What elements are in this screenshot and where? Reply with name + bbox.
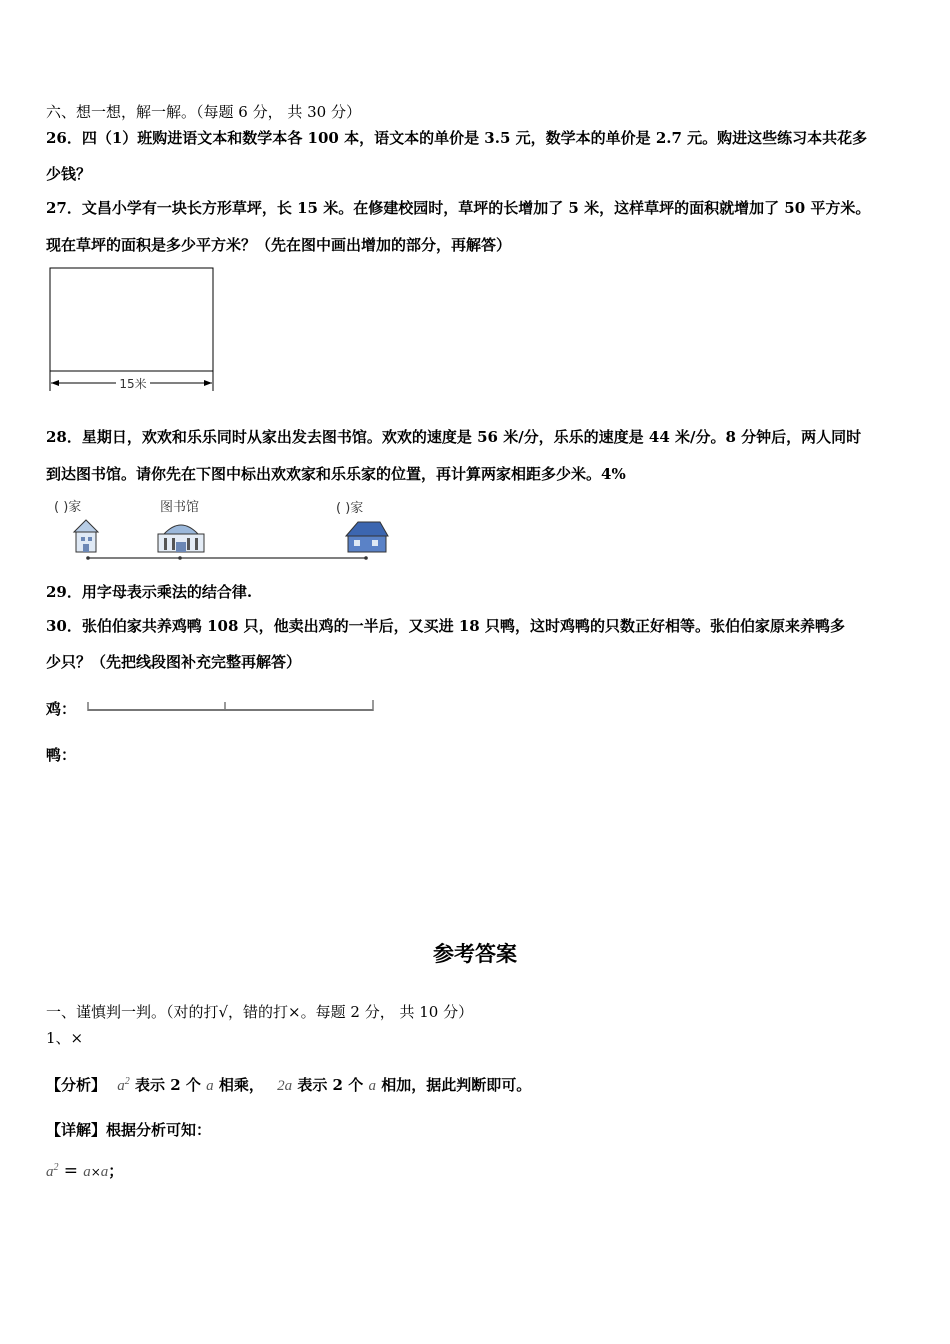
formula-end: ；	[108, 1162, 124, 1180]
formula-a2: a	[100, 1164, 109, 1180]
chicken-label: 鸡：	[46, 700, 77, 718]
analysis-text-1: 表示 2 个	[134, 1076, 201, 1094]
route-diagram	[46, 494, 426, 566]
analysis-text-4: 相加，据此判断即可。	[381, 1076, 532, 1094]
formula-lhs: $a^2$	[46, 1162, 59, 1180]
q26-line2: 少钱？	[46, 165, 92, 183]
left-home-label: ( )家	[54, 500, 82, 515]
q29-line1: 29．用字母表示乘法的结合律.	[46, 583, 253, 601]
library-label: 图书馆	[160, 500, 200, 515]
formula-line	[46, 1158, 123, 1182]
detail-line	[46, 1120, 211, 1140]
q26-line1: 26．四（1）班购进语文本和数学本各 100 本，语文本的单价是 3.5 元，数学本的单价是 2.7 元。购进这些练习本共花多	[46, 129, 868, 147]
answers-title: 参考答案	[433, 942, 517, 966]
formula-equals: =	[63, 1161, 78, 1181]
q28-line1: 28．星期日，欢欢和乐乐同时从家出发去图书馆。欢欢的速度是 56 米/分，乐乐的速度是 44 米/分。8 分钟后，两人同时	[46, 428, 862, 446]
lawn-rectangle-figure	[46, 265, 221, 395]
left-house-icon	[74, 520, 98, 552]
duck-label: 鸭：	[46, 746, 77, 764]
formula-a1: a	[83, 1164, 91, 1180]
chicken-segment-diagram	[84, 694, 379, 718]
var-a: a	[206, 1078, 214, 1094]
var-a-2: a	[368, 1078, 376, 1094]
answers-section1-heading: 一、谨慎判一判。（对的打√，错的打×。每题 2 分， 共 10 分）	[46, 1003, 474, 1021]
right-house-icon	[346, 522, 388, 552]
answer-item-1: 1、×	[46, 1029, 84, 1047]
formula-times: ×	[90, 1165, 101, 1179]
analysis-tag: 【分析】	[46, 1076, 107, 1094]
detail-tag: 【详解】	[46, 1121, 107, 1139]
q27-line2: 现在草坪的面积是多少平方米？（先在图中画出增加的部分，再解答）	[46, 236, 512, 254]
q28-line2: 到达图书馆。请你先在下图中标出欢欢家和乐乐家的位置，再计算两家相距多少米。4%	[46, 465, 626, 483]
q30-line2: 少只？（先把线段图补充完整再解答）	[46, 653, 302, 671]
var-a-squared: $a^2$	[117, 1076, 130, 1094]
var-2a: 2a	[277, 1078, 293, 1094]
analysis-line	[46, 1072, 531, 1096]
library-icon	[158, 525, 204, 552]
section-heading: 六、想一想，解一解。（每题 6 分， 共 30 分）	[46, 103, 361, 121]
detail-text: 根据分析可知：	[106, 1121, 212, 1139]
length-label: 15米	[119, 377, 147, 391]
analysis-text-2: 相乘，	[218, 1076, 264, 1094]
right-home-label: ( )家	[336, 501, 364, 516]
q30-line1: 30．张伯伯家共养鸡鸭 108 只，他卖出鸡的一半后，又买进 18 只鸭，这时鸡鸭的只数正好相等。张伯伯家原来养鸭多	[46, 617, 845, 635]
analysis-text-3: 表示 2 个	[297, 1076, 364, 1094]
q27-line1: 27．文昌小学有一块长方形草坪，长 15 米。在修建校园时，草坪的长增加了 5 米，这样草坪的面积就增加了 50 平方米。	[46, 199, 871, 217]
